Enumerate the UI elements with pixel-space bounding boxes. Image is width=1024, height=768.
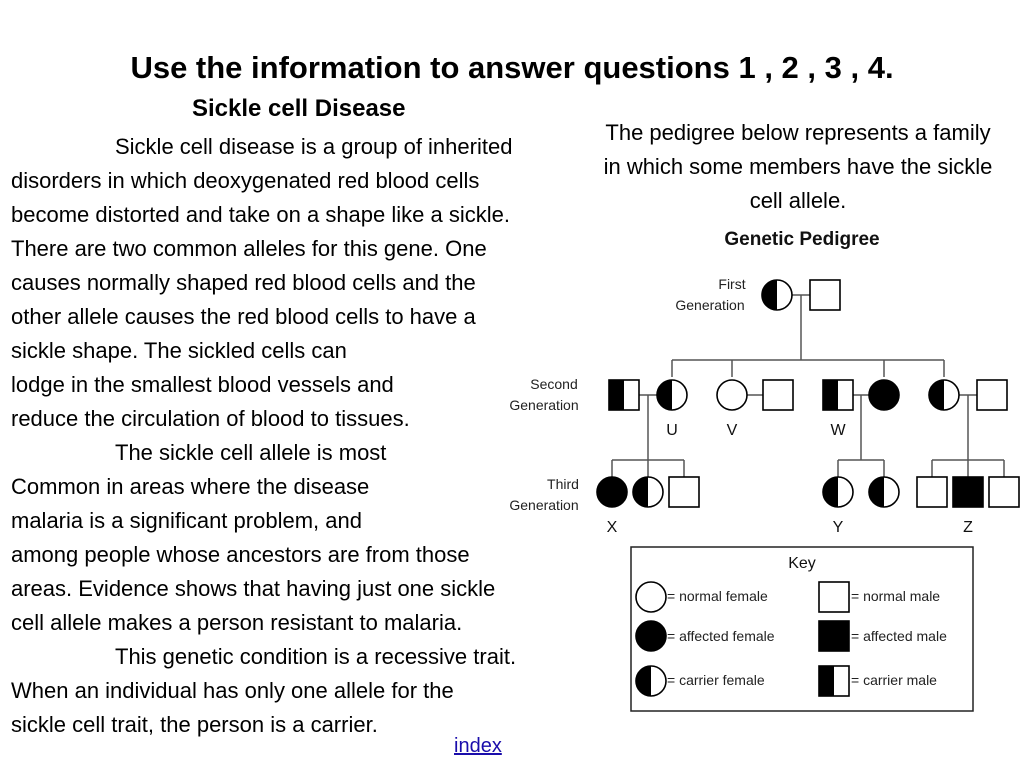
pedigree-member-normal-male — [763, 380, 793, 410]
key-carrier-female-symbol — [636, 666, 666, 696]
key-label: = affected female — [667, 628, 775, 644]
article-line: reduce the circulation of blood to tissues. — [11, 406, 410, 431]
article-line: sickle shape. The sickled cells can — [11, 338, 347, 363]
article-line: malaria is a significant problem, and — [11, 508, 362, 533]
article-line: The sickle cell allele is most — [115, 440, 387, 465]
key-label: = normal male — [851, 588, 941, 604]
pedigree-member-carrier-male — [823, 380, 853, 410]
key-label: = carrier male — [851, 672, 937, 688]
generation-label: Third — [547, 476, 579, 492]
pedigree-member-normal-male — [810, 280, 840, 310]
member-label: Y — [832, 519, 844, 536]
generation-label: Generation — [675, 297, 745, 313]
member-label: V — [726, 422, 738, 439]
key-carrier-male-symbol — [819, 666, 849, 696]
pedigree-member-affected-female — [869, 380, 899, 410]
article-line: areas. Evidence shows that having just one sickle — [11, 576, 496, 601]
pedigree-member-carrier-female — [762, 280, 792, 310]
pedigree-member-normal-male — [917, 477, 947, 507]
article-line: lodge in the smallest blood vessels and — [11, 372, 394, 397]
pedigree-key — [631, 547, 973, 711]
pedigree-member-carrier-female — [657, 380, 687, 410]
pedigree-member-carrier-female — [869, 477, 899, 507]
article-line: When an individual has only one allele for the — [11, 678, 454, 703]
key-normal-female-symbol — [636, 582, 666, 612]
member-label: X — [606, 519, 618, 536]
article-line: Common in areas where the disease — [11, 474, 370, 499]
member-label: Z — [963, 519, 973, 536]
article-line: among people whose ancestors are from those — [11, 542, 470, 567]
article-line: Sickle cell disease is a group of inherited — [115, 134, 513, 159]
page-title: Use the information to answer questions 1 , 2 , 3 , 4. — [130, 50, 894, 85]
generation-label: Generation — [509, 497, 579, 513]
pedigree-member-affected-female — [597, 477, 627, 507]
article-line: There are two common alleles for this gene. One — [11, 236, 487, 261]
pedigree-member-carrier-female — [633, 477, 663, 507]
pedigree-member-normal-male — [977, 380, 1007, 410]
article-title: Sickle cell Disease — [192, 95, 406, 122]
pedigree-member-normal-male — [669, 477, 699, 507]
key-label: = affected male — [851, 628, 947, 644]
generation-label: First — [718, 276, 746, 292]
article-line: This genetic condition is a recessive trait. — [115, 644, 517, 669]
key-label: = carrier female — [667, 672, 765, 688]
key-label: = normal female — [667, 588, 768, 604]
pedigree-member-affected-male — [953, 477, 983, 507]
pedigree-member-carrier-male — [609, 380, 639, 410]
article-line: causes normally shaped red blood cells and the — [11, 270, 476, 295]
pedigree-member-carrier-female — [823, 477, 853, 507]
pedigree-member-normal-male — [989, 477, 1019, 507]
article-line: other allele causes the red blood cells to have a — [11, 304, 476, 329]
pedigree-intro: The pedigree below represents a family in which some members have the sickle cell allele. — [603, 120, 993, 213]
pedigree-title: Genetic Pedigree — [724, 229, 880, 250]
article-line: sickle cell trait, the person is a carrier. — [11, 712, 378, 737]
article-line: cell allele makes a person resistant to malaria. — [11, 610, 463, 635]
article-line: disorders in which deoxygenated red blood cells — [11, 168, 480, 193]
article-line: become distorted and take on a shape like a sickle. — [11, 202, 510, 227]
key-title: Key — [788, 555, 816, 572]
member-label: U — [666, 422, 678, 439]
key-affected-male-symbol — [819, 621, 849, 651]
generation-label: Generation — [509, 397, 579, 413]
generation-label: Second — [530, 376, 578, 392]
member-label: W — [830, 422, 846, 439]
key-normal-male-symbol — [819, 582, 849, 612]
index-link[interactable]: index — [454, 735, 502, 757]
key-affected-female-symbol — [636, 621, 666, 651]
pedigree-member-normal-female — [717, 380, 747, 410]
pedigree-member-carrier-female — [929, 380, 959, 410]
